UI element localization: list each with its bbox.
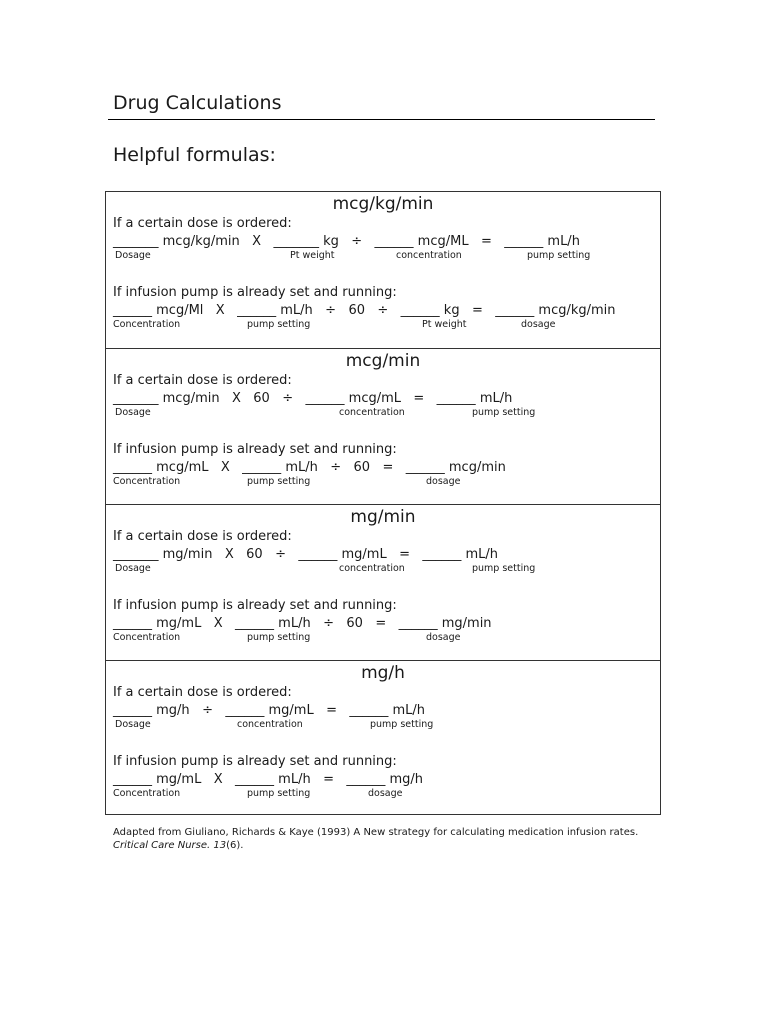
label-concentration: concentration <box>396 250 462 261</box>
label-dosage: dosage <box>426 632 461 643</box>
dose-prompt: If a certain dose is ordered: <box>113 529 292 544</box>
label-pump-setting: pump setting <box>370 719 434 730</box>
label-pump-setting: pump setting <box>247 476 311 487</box>
label-pump-setting: pump setting <box>247 788 311 799</box>
label-dosage: dosage <box>368 788 403 799</box>
citation-text: Adapted from Giuliano, Richards & Kaye (1993) A New strategy for calculating medication infusion rates. <box>113 827 639 838</box>
label-pt-weight: Pt weight <box>290 250 335 261</box>
page-title: Drug Calculations <box>113 92 282 114</box>
label-pump-setting: pump setting <box>527 250 591 261</box>
dose-prompt: If a certain dose is ordered: <box>113 216 292 231</box>
dose-prompt: If a certain dose is ordered: <box>113 373 292 388</box>
journal-name: Critical Care Nurse. <box>113 840 211 851</box>
pump-formula: ______ mg/mL X ______ mL/h = ______ mg/h <box>113 772 424 787</box>
section-title: mg/min <box>350 507 416 527</box>
pump-prompt: If infusion pump is already set and running: <box>113 754 397 769</box>
pump-prompt: If infusion pump is already set and running: <box>113 442 397 457</box>
journal-volume: 13 <box>213 840 227 851</box>
label-dosage: dosage <box>521 319 556 330</box>
label-concentration: concentration <box>339 563 405 574</box>
section-title: mcg/min <box>345 351 421 371</box>
citation-footer <box>113 826 638 852</box>
journal-issue: (6). <box>226 840 244 851</box>
label-dosage: Dosage <box>115 719 151 730</box>
section-title: mcg/kg/min <box>332 194 434 214</box>
label-concentration: Concentration <box>113 476 181 487</box>
section-mg-min <box>106 504 660 661</box>
section-title: mg/h <box>361 663 405 683</box>
section-mcg-min <box>106 348 660 505</box>
dose-formula: _______ mg/min X 60 ÷ ______ mg/mL = ______ mL/h <box>113 547 499 562</box>
label-pump-setting: pump setting <box>247 319 311 330</box>
label-dosage: Dosage <box>115 563 151 574</box>
title-divider <box>108 119 655 120</box>
pump-prompt: If infusion pump is already set and running: <box>113 598 397 613</box>
dose-formula: ______ mg/h ÷ ______ mg/mL = ______ mL/h <box>113 703 426 718</box>
label-concentration: Concentration <box>113 632 181 643</box>
label-pt-weight: Pt weight <box>422 319 467 330</box>
label-concentration: Concentration <box>113 319 181 330</box>
label-concentration: Concentration <box>113 788 181 799</box>
label-concentration: concentration <box>339 407 405 418</box>
label-concentration: concentration <box>237 719 303 730</box>
label-pump-setting: pump setting <box>247 632 311 643</box>
label-dosage: Dosage <box>115 407 151 418</box>
citation-source <box>113 839 638 852</box>
label-pump-setting: pump setting <box>472 563 536 574</box>
section-mcg-kg-min <box>106 192 660 348</box>
pump-formula: ______ mg/mL X ______ mL/h ÷ 60 = ______ mg/min <box>113 616 492 631</box>
label-pump-setting: pump setting <box>472 407 536 418</box>
pump-prompt: If infusion pump is already set and running: <box>113 285 397 300</box>
label-dosage: Dosage <box>115 250 151 261</box>
pump-formula: ______ mcg/mL X ______ mL/h ÷ 60 = ______ mcg/min <box>113 460 506 475</box>
page-subtitle: Helpful formulas: <box>113 144 276 166</box>
dose-prompt: If a certain dose is ordered: <box>113 685 292 700</box>
dose-formula: _______ mcg/min X 60 ÷ ______ mcg/mL = ______ mL/h <box>113 391 513 406</box>
pump-formula: ______ mcg/Ml X ______ mL/h ÷ 60 ÷ ______ kg = ______ mcg/kg/min <box>113 303 616 318</box>
label-dosage: dosage <box>426 476 461 487</box>
formula-table <box>105 191 661 815</box>
section-mg-h <box>106 660 660 817</box>
dose-formula: _______ mcg/kg/min X _______ kg ÷ ______ mcg/ML = ______ mL/h <box>113 234 580 249</box>
